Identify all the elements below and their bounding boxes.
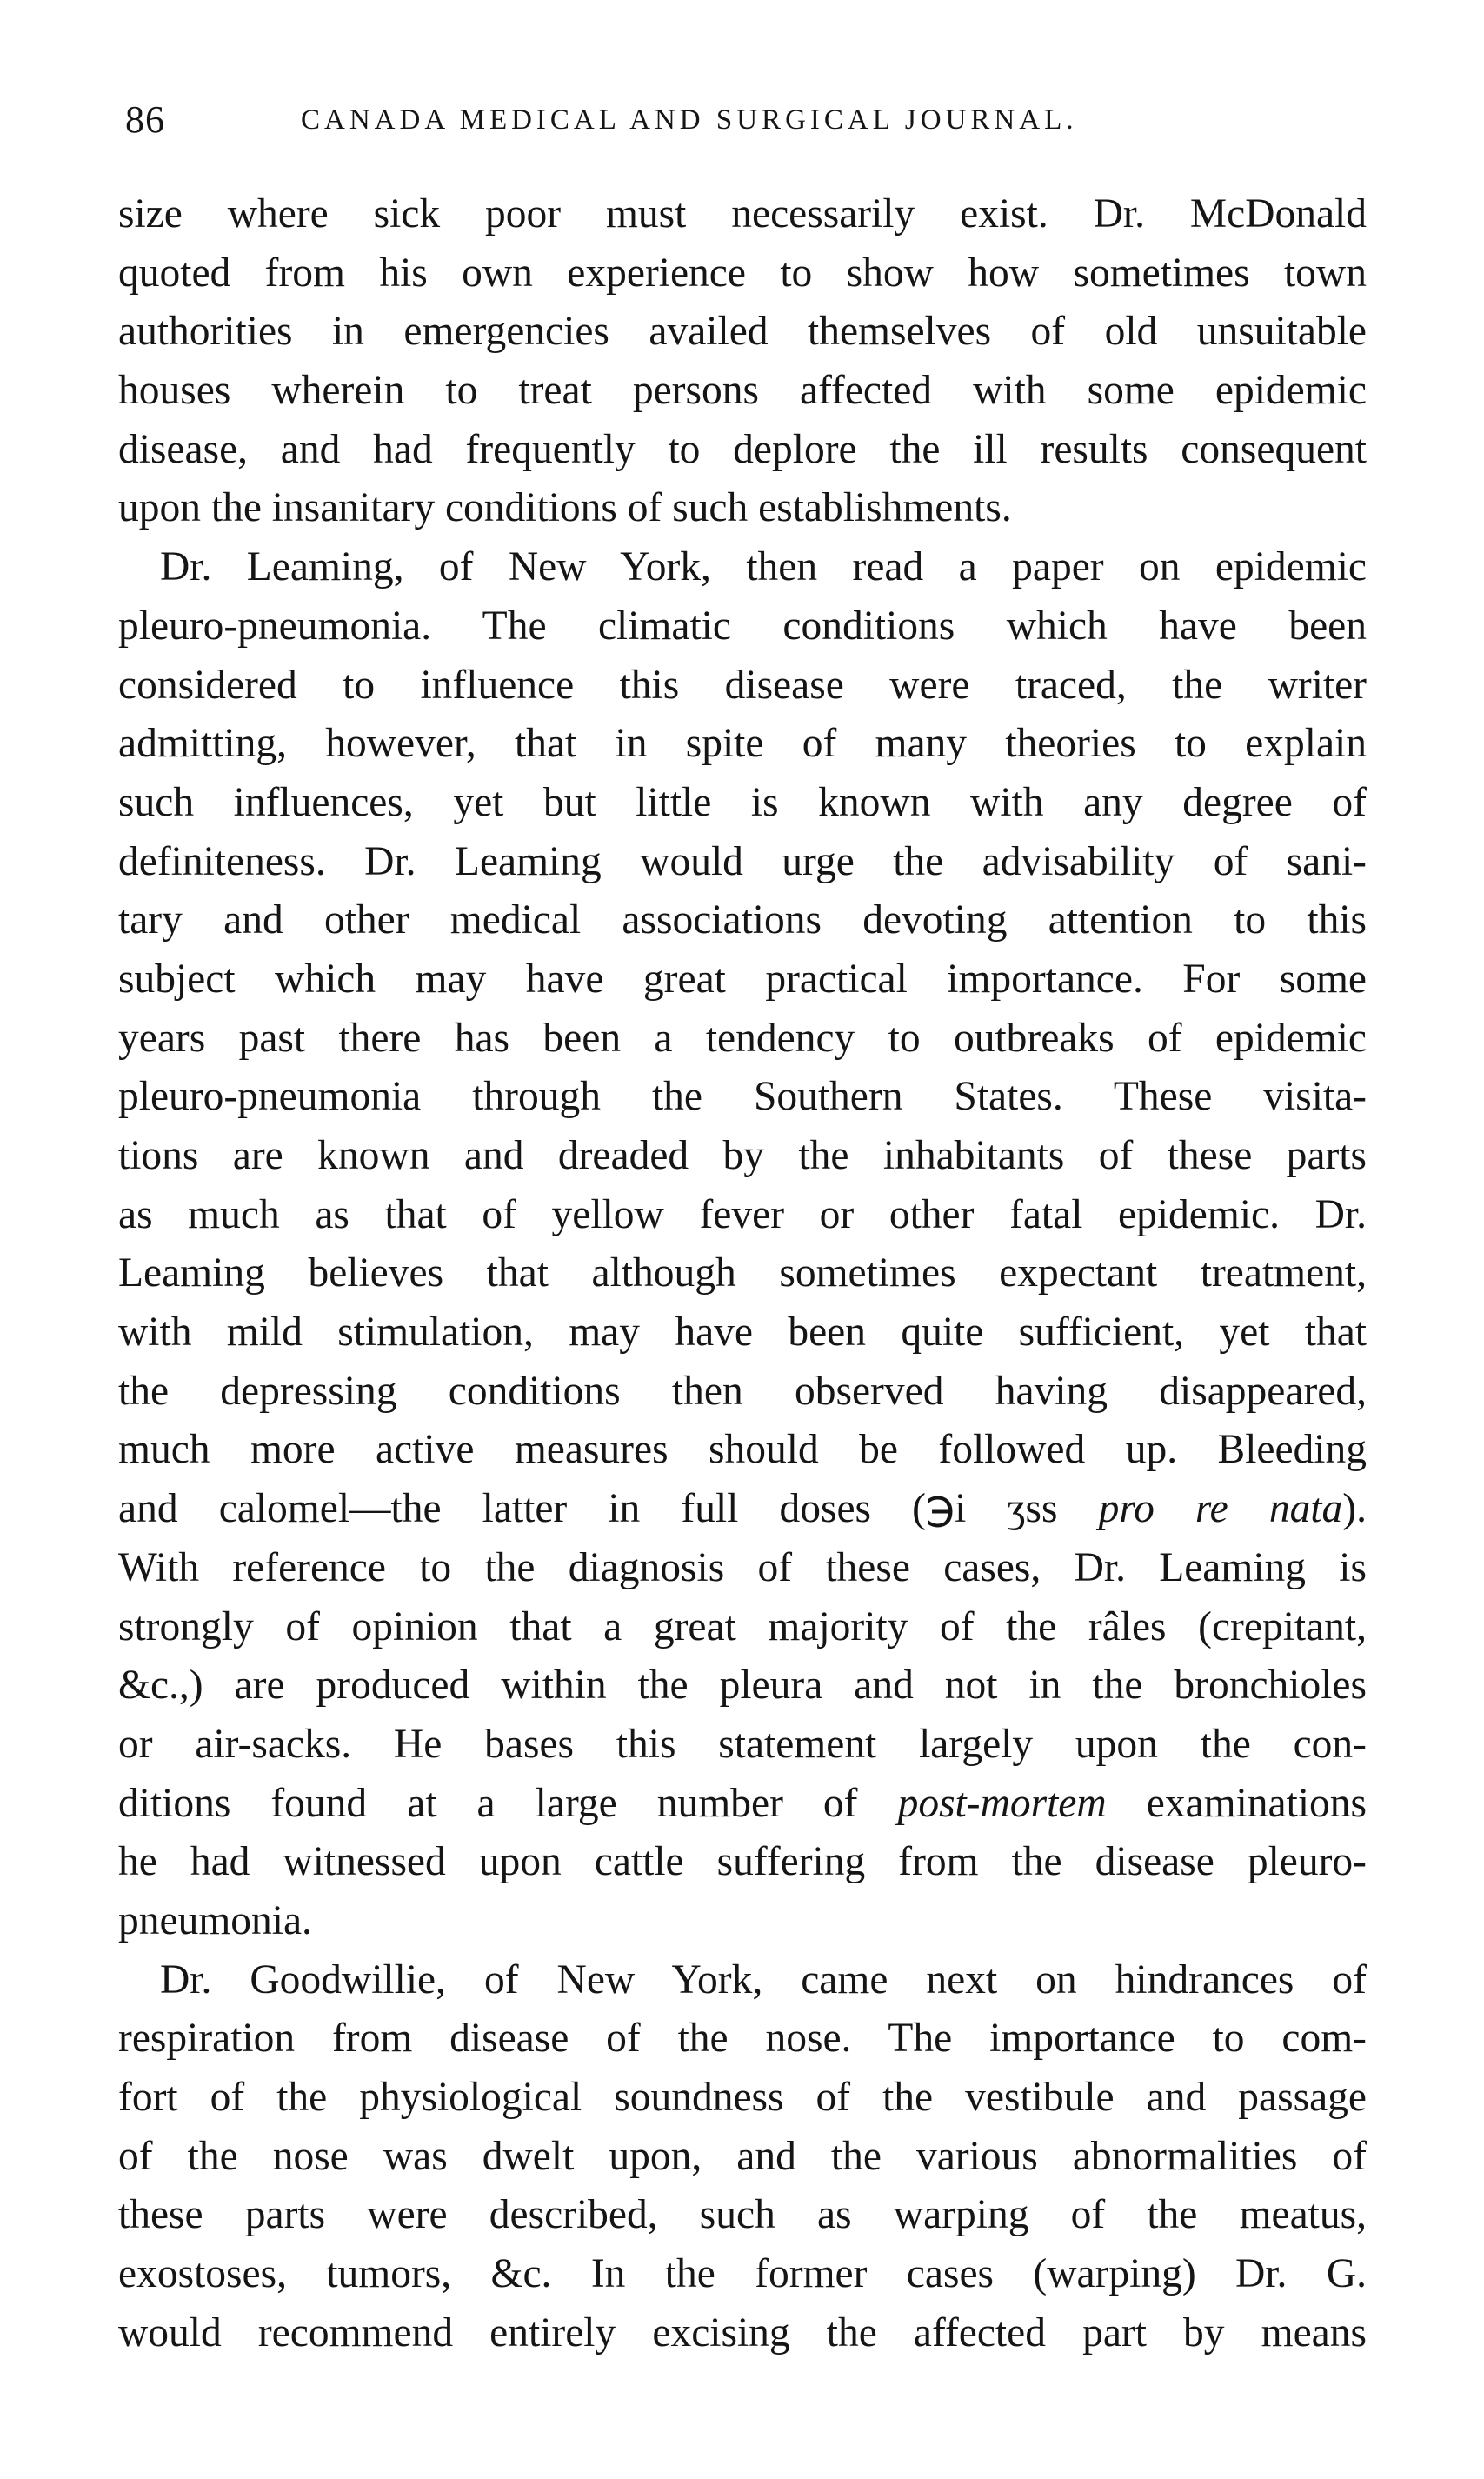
text-line: subject which may have great practical importance. For some bbox=[118, 956, 1367, 1002]
text-line: With reference to the diagnosis of these cases, Dr. Leaming is bbox=[118, 1544, 1367, 1590]
text-line: pneumonia. bbox=[118, 1897, 312, 1943]
text-line: would recommend entirely excising the affected part by means bbox=[118, 2309, 1367, 2356]
text-line: as much as that of yellow fever or other fatal epidemic. Dr. bbox=[118, 1191, 1367, 1237]
text-line: such influences, yet but little is known with any degree of bbox=[118, 779, 1367, 825]
text-line: fort of the physiological soundness of the vestibule and passage bbox=[118, 2075, 1367, 2120]
text-line: respiration from disease of the nose. The importance to com- bbox=[118, 2016, 1367, 2062]
text-line: Dr. Leaming, of New York, then read a paper on epidemic bbox=[160, 544, 1367, 590]
text-line: strongly of opinion that a great majority of the râles (crepitant, bbox=[118, 1603, 1367, 1649]
text-segment: examinations bbox=[1106, 1780, 1368, 1826]
text-line: Dr. Goodwillie, of New York, came next on hindrances of bbox=[160, 1956, 1367, 2003]
text-line: years past there has been a tendency to outbreaks of epidemic bbox=[118, 1015, 1367, 1061]
text-line: much more active measures should be followed up. Bleeding bbox=[118, 1427, 1367, 1473]
text-line: Leaming believes that although sometimes expectant treatment, bbox=[118, 1250, 1367, 1296]
text-line-with-italic bbox=[118, 1480, 1367, 1539]
text-line: authorities in emergencies availed themselves of old unsuitable bbox=[118, 309, 1367, 355]
text-line-with-italic bbox=[118, 1775, 1367, 1834]
text-line: or air-sacks. He bases this statement largely upon the con- bbox=[118, 1721, 1367, 1767]
text-line: size where sick poor must necessarily exist. Dr. McDonald bbox=[118, 191, 1367, 237]
italic-phrase: pro re nata bbox=[1098, 1486, 1343, 1532]
text-line: pleuro-pneumonia. The climatic conditions which have been bbox=[118, 603, 1367, 649]
running-head: CANADA MEDICAL AND SURGICAL JOURNAL. bbox=[301, 104, 1078, 136]
text-line: the depressing conditions then observed having disappeared, bbox=[118, 1368, 1367, 1414]
text-line: upon the insanitary conditions of such establishments. bbox=[118, 485, 1012, 531]
text-line: definiteness. Dr. Leaming would urge the advisability of sani- bbox=[118, 838, 1367, 884]
text-line: tions are known and dreaded by the inhabitants of these parts bbox=[118, 1133, 1367, 1178]
text-line: considered to influence this disease were traced, the writer bbox=[118, 662, 1367, 708]
text-line: with mild stimulation, may have been quite sufficient, yet that bbox=[118, 1309, 1367, 1356]
text-line: &c.,) are produced within the pleura and not in the bronchioles bbox=[118, 1663, 1367, 1709]
text-line: of the nose was dwelt upon, and the various abnormalities of bbox=[118, 2133, 1367, 2179]
text-line: these parts were described, such as warping of the meatus, bbox=[118, 2192, 1367, 2238]
article-body bbox=[118, 185, 1367, 2362]
text-line: tary and other medical associations devoting attention to this bbox=[118, 897, 1367, 943]
text-line: disease, and had frequently to deplore the ill results consequent bbox=[118, 426, 1367, 472]
text-line: pleuro-pneumonia through the Southern States. These visita- bbox=[118, 1074, 1367, 1120]
text-line: exostoses, tumors, &c. In the former cases (warping) Dr. G. bbox=[118, 2251, 1367, 2297]
text-segment: ditions found at a large number of bbox=[118, 1780, 858, 1826]
text-segment: and calomel—the latter in full doses (℈i ʒss bbox=[118, 1486, 1058, 1532]
italic-phrase: post-mortem bbox=[897, 1780, 1107, 1826]
text-line: quoted from his own experience to show how sometimes town bbox=[118, 250, 1367, 296]
text-line: houses wherein to treat persons affected with some epidemic bbox=[118, 368, 1367, 414]
text-line: he had witnessed upon cattle suffering from the disease pleuro- bbox=[118, 1839, 1367, 1885]
page-header bbox=[118, 97, 1367, 150]
text-segment: ). bbox=[1342, 1486, 1367, 1532]
text-line: admitting, however, that in spite of many theories to explain bbox=[118, 721, 1367, 767]
page-number: 86 bbox=[125, 98, 165, 141]
